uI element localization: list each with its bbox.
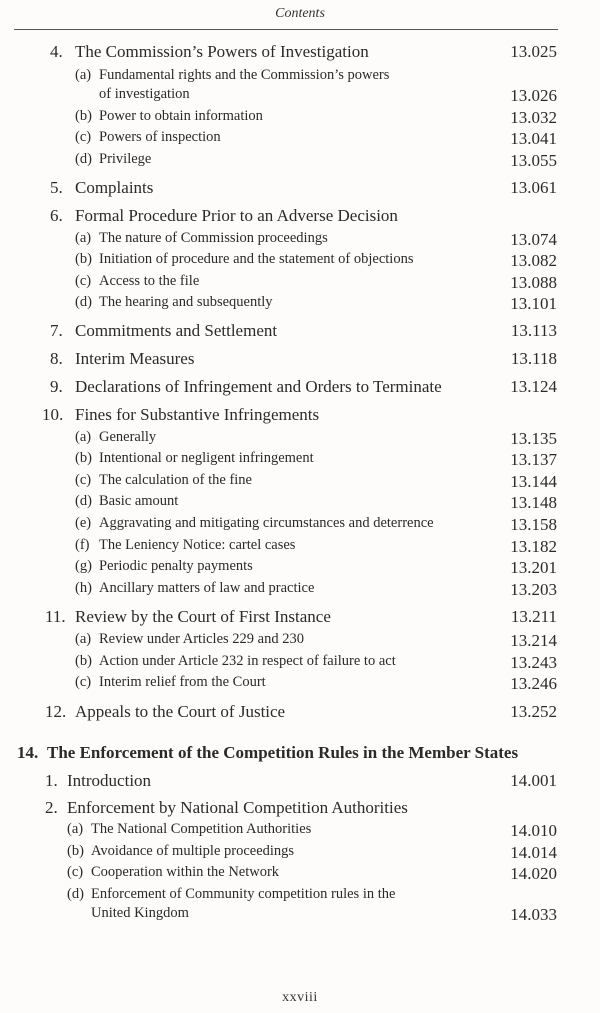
section-number: 2. bbox=[45, 798, 58, 817]
subsection-title: Privilege bbox=[99, 151, 152, 167]
subsection-title: Power to obtain information bbox=[99, 108, 263, 124]
paragraph-ref: 13.135 bbox=[510, 429, 557, 448]
paragraph-ref: 13.055 bbox=[510, 151, 557, 170]
subsection-title: Ancillary matters of law and practice bbox=[99, 580, 315, 596]
subsection-title: Action under Article 232 in respect of failure to act bbox=[99, 653, 396, 669]
paragraph-ref: 13.211 bbox=[510, 607, 557, 626]
paragraph-ref: 13.074 bbox=[510, 230, 557, 249]
subsection-title: Fundamental rights and the Commission’s powers bbox=[99, 67, 390, 83]
subsection-letter: (a) bbox=[75, 230, 92, 246]
subsection-letter: (b) bbox=[67, 843, 84, 859]
subsection-title: Access to the file bbox=[99, 273, 200, 289]
paragraph-ref: 13.214 bbox=[510, 631, 557, 650]
subsection-title: Enforcement of Community competition rules in the bbox=[91, 886, 396, 902]
subsection-letter: (a) bbox=[75, 631, 92, 647]
section-title: Fines for Substantive Infringements bbox=[75, 405, 320, 424]
subsection-letter: (f) bbox=[75, 537, 90, 553]
section-number: 7. bbox=[50, 321, 63, 340]
subsection-title: Periodic penalty payments bbox=[99, 558, 253, 574]
subsection-title: Aggravating and mitigating circumstances and deterrence bbox=[99, 515, 434, 531]
paragraph-ref: 13.203 bbox=[510, 580, 557, 599]
section-title: Enforcement by National Competition Authorities bbox=[67, 798, 408, 817]
paragraph-ref: 13.158 bbox=[510, 515, 557, 534]
subsection-letter: (c) bbox=[67, 864, 84, 880]
chapter-title: The Enforcement of the Competition Rules in the Member States bbox=[47, 743, 519, 762]
subsection-letter: (d) bbox=[67, 886, 84, 902]
subsection-letter: (b) bbox=[75, 653, 92, 669]
paragraph-ref: 13.061 bbox=[510, 178, 557, 197]
subsection-letter: (c) bbox=[75, 674, 92, 690]
section-number: 10. bbox=[42, 405, 64, 424]
section-number: 11. bbox=[45, 607, 66, 626]
subsection-title: Powers of inspection bbox=[99, 129, 221, 145]
section-title: Review by the Court of First Instance bbox=[75, 607, 331, 626]
subsection-letter: (b) bbox=[75, 450, 92, 466]
subsection-letter: (c) bbox=[75, 472, 92, 488]
paragraph-ref: 13.201 bbox=[510, 558, 557, 577]
subsection-title-continued: of investigation bbox=[99, 86, 190, 102]
running-header: Contents bbox=[275, 6, 325, 21]
section-title: Introduction bbox=[67, 771, 152, 790]
paragraph-ref: 14.014 bbox=[510, 843, 557, 862]
section-number: 9. bbox=[50, 377, 63, 396]
subsection-letter: (b) bbox=[75, 251, 92, 267]
paragraph-ref: 13.182 bbox=[510, 537, 557, 556]
paragraph-ref: 14.001 bbox=[510, 771, 557, 790]
subsection-title: The Leniency Notice: cartel cases bbox=[99, 537, 296, 553]
subsection-letter: (g) bbox=[75, 558, 92, 574]
subsection-letter: (c) bbox=[75, 273, 92, 289]
paragraph-ref: 13.243 bbox=[510, 653, 557, 672]
paragraph-ref: 14.033 bbox=[510, 905, 557, 924]
subsection-title: Interim relief from the Court bbox=[99, 674, 266, 690]
page-number: xxviii bbox=[282, 990, 318, 1005]
section-number: 4. bbox=[50, 42, 63, 61]
section-number: 6. bbox=[50, 206, 63, 225]
paragraph-ref: 13.088 bbox=[510, 273, 557, 292]
subsection-title-continued: United Kingdom bbox=[91, 905, 189, 921]
subsection-title: Intentional or negligent infringement bbox=[99, 450, 314, 466]
section-title: The Commission’s Powers of Investigation bbox=[75, 42, 369, 61]
section-title: Appeals to the Court of Justice bbox=[75, 702, 286, 721]
subsection-letter: (d) bbox=[75, 294, 92, 310]
paragraph-ref: 13.118 bbox=[510, 349, 557, 368]
subsection-letter: (d) bbox=[75, 493, 92, 509]
paragraph-ref: 13.252 bbox=[510, 702, 557, 721]
subsection-title: Generally bbox=[99, 429, 157, 445]
section-title: Declarations of Infringement and Orders to Terminate bbox=[75, 377, 442, 396]
chapter-number: 14. bbox=[17, 743, 39, 762]
subsection-title: Cooperation within the Network bbox=[91, 864, 280, 880]
subsection-letter: (a) bbox=[75, 429, 92, 445]
paragraph-ref: 14.020 bbox=[510, 864, 557, 883]
subsection-title: The calculation of the fine bbox=[99, 472, 252, 488]
subsection-title: The National Competition Authorities bbox=[91, 821, 312, 837]
subsection-title: Review under Articles 229 and 230 bbox=[99, 631, 304, 647]
section-title: Commitments and Settlement bbox=[75, 321, 278, 340]
paragraph-ref: 14.010 bbox=[510, 821, 557, 840]
paragraph-ref: 13.101 bbox=[510, 294, 557, 313]
paragraph-ref: 13.025 bbox=[510, 42, 557, 61]
paragraph-ref: 13.137 bbox=[510, 450, 557, 469]
subsection-letter: (a) bbox=[75, 67, 92, 83]
subsection-title: The hearing and subsequently bbox=[99, 294, 273, 310]
paragraph-ref: 13.032 bbox=[510, 108, 557, 127]
section-number: 8. bbox=[50, 349, 63, 368]
section-title: Interim Measures bbox=[75, 349, 195, 368]
section-title: Formal Procedure Prior to an Adverse Decision bbox=[75, 206, 398, 225]
paragraph-ref: 13.026 bbox=[510, 86, 557, 105]
subsection-title: Avoidance of multiple proceedings bbox=[91, 843, 295, 859]
paragraph-ref: 13.246 bbox=[510, 674, 557, 693]
subsection-letter: (d) bbox=[75, 151, 92, 167]
section-number: 12. bbox=[45, 702, 67, 721]
section-number: 5. bbox=[50, 178, 63, 197]
subsection-title: The nature of Commission proceedings bbox=[99, 230, 328, 246]
subsection-letter: (a) bbox=[67, 821, 84, 837]
paragraph-ref: 13.041 bbox=[510, 129, 557, 148]
subsection-letter: (c) bbox=[75, 129, 92, 145]
subsection-title: Basic amount bbox=[99, 493, 179, 509]
section-number: 1. bbox=[45, 771, 58, 790]
paragraph-ref: 13.144 bbox=[510, 472, 557, 491]
subsection-title: Initiation of procedure and the statement of objections bbox=[99, 251, 414, 267]
paragraph-ref: 13.148 bbox=[510, 493, 557, 512]
subsection-letter: (e) bbox=[75, 515, 92, 531]
subsection-letter: (h) bbox=[75, 580, 92, 596]
subsection-letter: (b) bbox=[75, 108, 92, 124]
paragraph-ref: 13.124 bbox=[510, 377, 557, 396]
paragraph-ref: 13.113 bbox=[510, 321, 557, 340]
section-title: Complaints bbox=[75, 178, 154, 197]
paragraph-ref: 13.082 bbox=[510, 251, 557, 270]
